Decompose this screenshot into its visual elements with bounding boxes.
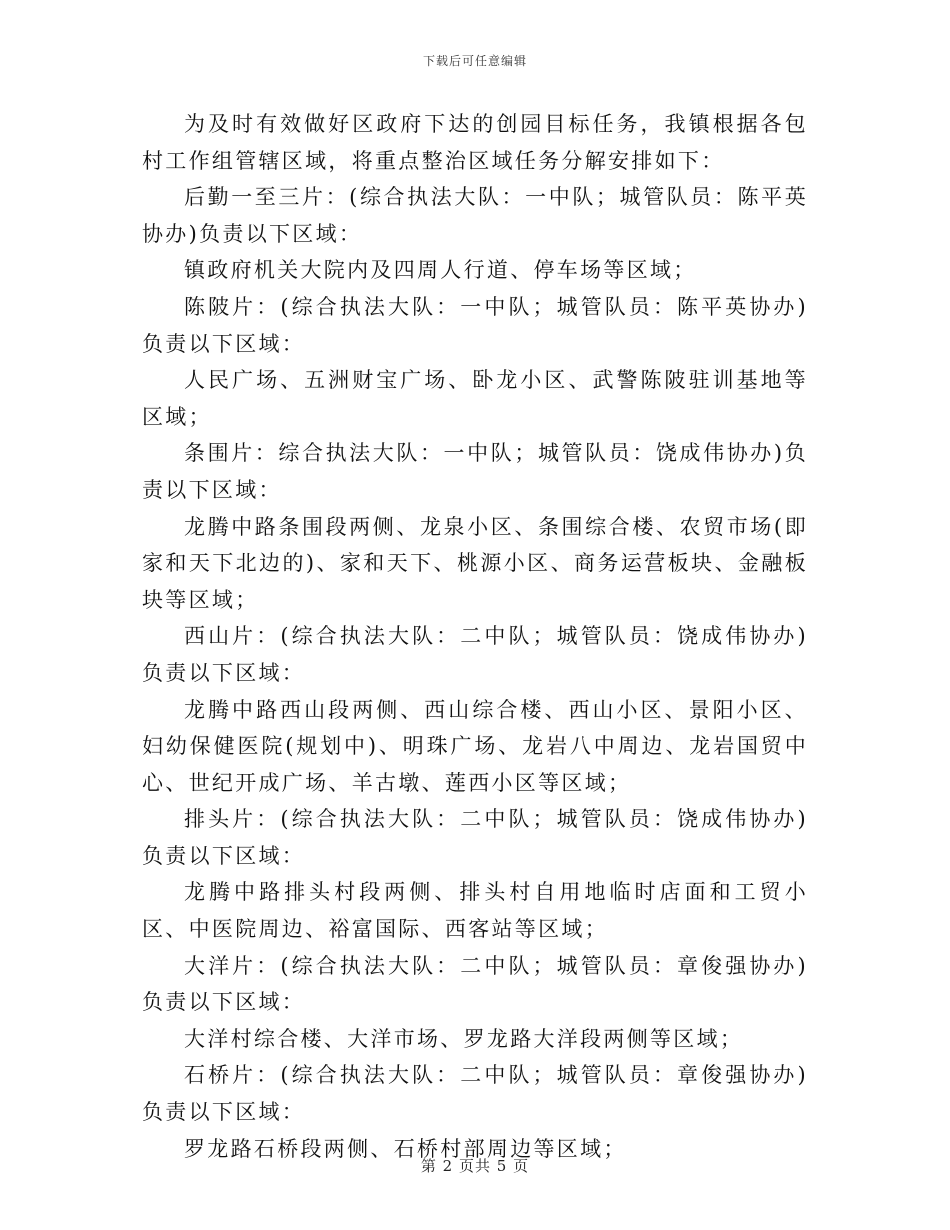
paragraph-tiaowei-heading: 条围片：综合执法大队：一中队；城管队员：饶成伟协办)负责以下区域：: [142, 441, 808, 502]
paragraph-chenpi-heading: 陈陂片：(综合执法大队：一中队；城管队员：陈平英协办)负责以下区域：: [142, 294, 808, 356]
document-body: [142, 106, 808, 1167]
paragraph-intro: 为及时有效做好区政府下达的创园目标任务，我镇根据各包村工作组管辖区域，将重点整治区域任务分解安排如下：: [142, 112, 808, 173]
paragraph-chenpi-areas: 人民广场、五洲财宝广场、卧龙小区、武警陈陂驻训基地等区域；: [142, 368, 808, 429]
paragraph-houqin-heading: 后勤一至三片：(综合执法大队：一中队；城管队员：陈平英协办)负责以下区域：: [142, 185, 808, 246]
paragraph-xishan-areas: 龙腾中路西山段两侧、西山综合楼、西山小区、景阳小区、妇幼保健医院(规划中)、明珠广场、龙岩八中周边、龙岩国贸中心、世纪开成广场、羊古墩、莲西小区等区域；: [142, 697, 808, 795]
paragraph-tiaowei-areas: 龙腾中路条围段两侧、龙泉小区、条围综合楼、农贸市场(即家和天下北边的)、家和天下、桃源小区、商务运营板块、金融板块等区域；: [142, 514, 808, 612]
paragraph-paitou-areas: 龙腾中路排头村段两侧、排头村自用地临时店面和工贸小区、中医院周边、裕富国际、西客站等区域；: [142, 880, 808, 942]
paragraph-dayang-heading: 大洋片：(综合执法大队：二中队；城管队员：章俊强协办)负责以下区域：: [142, 953, 808, 1015]
paragraph-shiqiao-areas: 罗龙路石桥段两侧、石桥村部周边等区域；: [184, 1136, 627, 1161]
paragraph-paitou-heading: 排头片：(综合执法大队：二中队；城管队员：饶成伟协办)负责以下区域：: [142, 807, 808, 868]
page-footer: 第 2 页共 5 页: [420, 1157, 530, 1175]
paragraph-shiqiao-heading: 石桥片：(综合执法大队：二中队；城管队员：章俊强协办)负责以下区域：: [142, 1063, 808, 1125]
paragraph-houqin-areas: 镇政府机关大院内及四周人行道、停车场等区域；: [184, 258, 697, 283]
paragraph-dayang-areas: 大洋村综合楼、大洋市场、罗龙路大洋段两侧等区域；: [184, 1026, 744, 1051]
paragraph-xishan-heading: 西山片：(综合执法大队：二中队；城管队员：饶成伟协办)负责以下区域：: [142, 624, 808, 685]
page-header: 下载后可任意编辑: [422, 54, 527, 68]
